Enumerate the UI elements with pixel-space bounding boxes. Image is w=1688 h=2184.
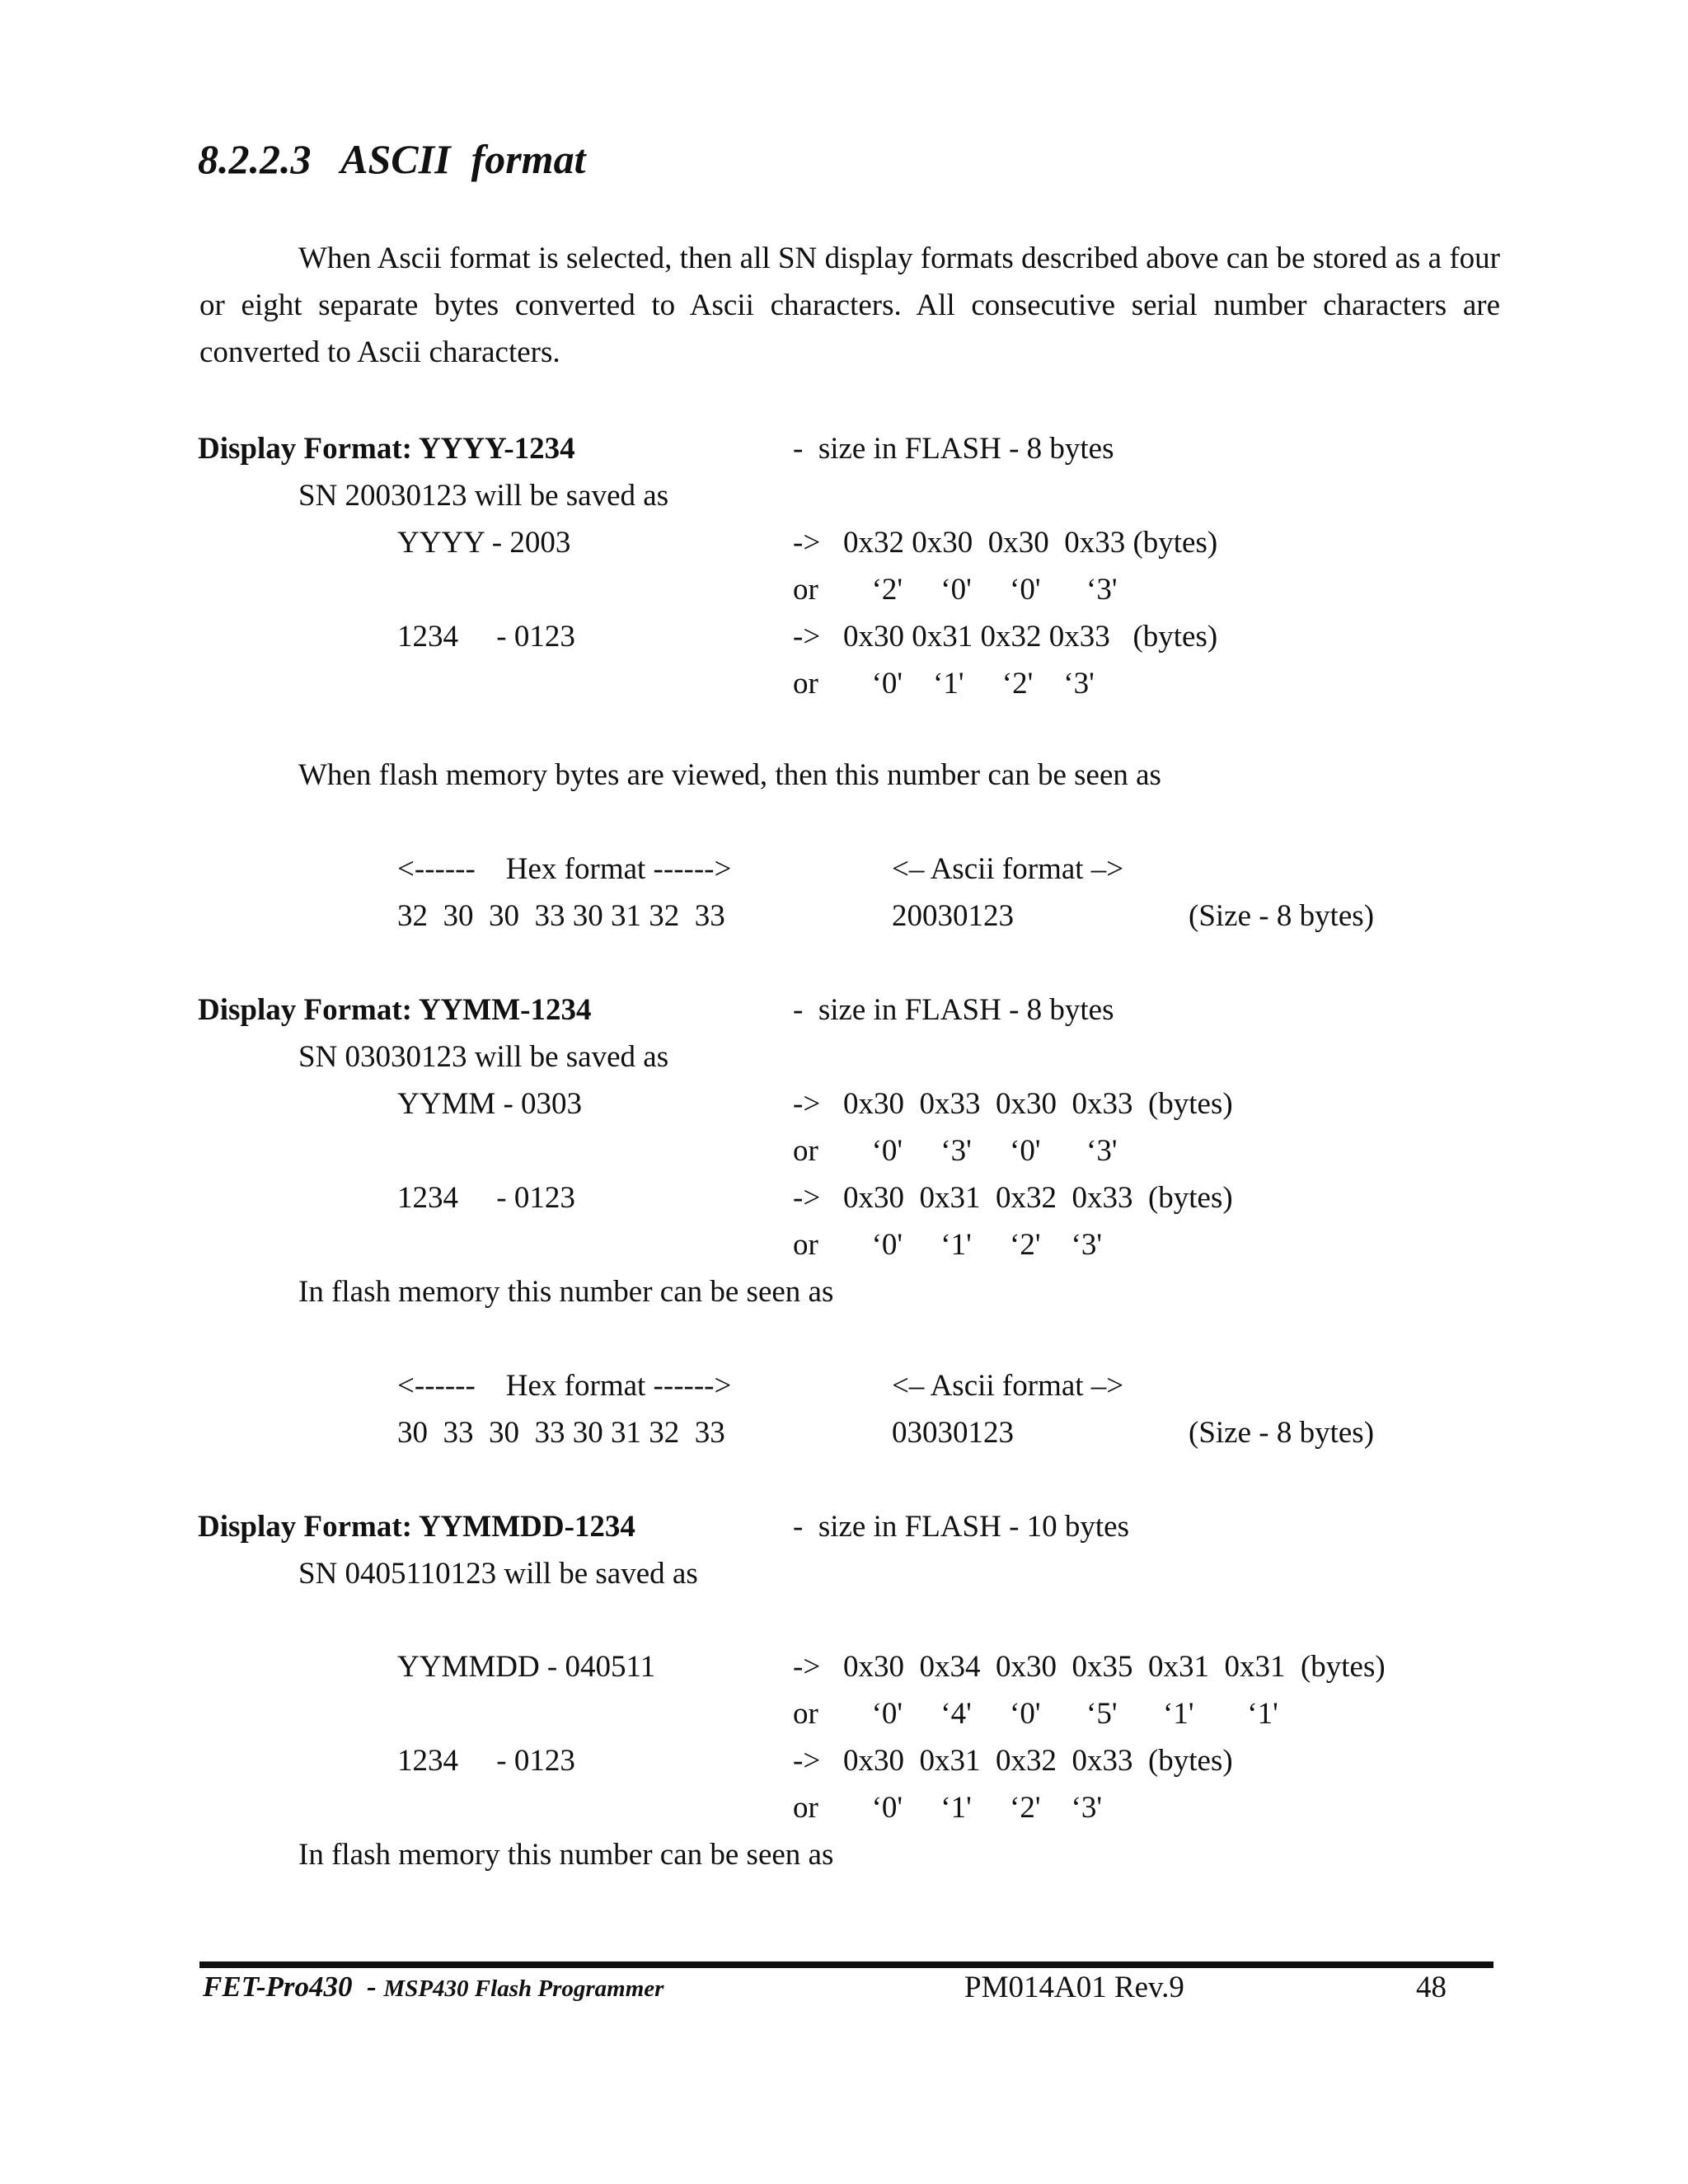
section3-saved: SN 0405110123 will be saved as	[298, 1557, 698, 1591]
section1-size-note: (Size - 8 bytes)	[1189, 899, 1375, 933]
section2-part1-bytes: -> 0x30 0x33 0x30 0x33 (bytes)	[793, 1087, 1233, 1121]
section1-viewed: When flash memory bytes are viewed, then this number can be seen as	[298, 758, 1161, 792]
section1-part1-label: YYYY - 2003	[397, 526, 571, 560]
section2-saved: SN 03030123 will be saved as	[298, 1040, 669, 1074]
section2-ascii-header: <– Ascii format –>	[892, 1369, 1124, 1403]
section3-part2-chars: or ‘0' ‘1' ‘2' ‘3'	[793, 1791, 1103, 1825]
section-heading: 8.2.2.3 ASCII format	[198, 136, 586, 182]
footer-subtitle: MSP430 Flash Programmer	[383, 1975, 664, 2002]
section1-part2-bytes: -> 0x30 0x31 0x32 0x33 (bytes)	[793, 620, 1218, 654]
section2-part1-label: YYMM - 0303	[397, 1087, 583, 1121]
section2-hex-header: <------ Hex format ------>	[397, 1369, 732, 1403]
section3-part1-chars: or ‘0' ‘4' ‘0' ‘5' ‘1' ‘1'	[793, 1697, 1278, 1731]
section2-part2-bytes: -> 0x30 0x31 0x32 0x33 (bytes)	[793, 1181, 1233, 1215]
section2-size: - size in FLASH - 8 bytes	[793, 993, 1114, 1027]
section1-size: - size in FLASH - 8 bytes	[793, 432, 1114, 466]
section3-part2-label: 1234 - 0123	[397, 1744, 575, 1778]
section2-part2-label: 1234 - 0123	[397, 1181, 575, 1215]
footer-product-name: FET-Pro430 -	[203, 1971, 384, 2003]
footer-rule	[199, 1961, 1493, 1968]
section3-part1-label: YYMMDD - 040511	[397, 1650, 656, 1684]
section3-viewed: In flash memory this number can be seen as	[298, 1838, 834, 1872]
section1-part2-label: 1234 - 0123	[397, 620, 575, 654]
section2-viewed: In flash memory this number can be seen as	[298, 1275, 834, 1309]
section2-size-note: (Size - 8 bytes)	[1189, 1416, 1375, 1450]
section2-part1-chars: or ‘0' ‘3' ‘0' ‘3'	[793, 1134, 1118, 1168]
section3-title: Display Format: YYMMDD-1234	[198, 1510, 635, 1544]
section1-ascii-header: <– Ascii format –>	[892, 852, 1124, 886]
section1-part2-chars: or ‘0' ‘1' ‘2' ‘3'	[793, 667, 1095, 701]
section2-hex-value: 30 33 30 33 30 31 32 33	[397, 1416, 725, 1450]
section1-hex-header: <------ Hex format ------>	[397, 852, 732, 886]
section1-part1-bytes: -> 0x32 0x30 0x30 0x33 (bytes)	[793, 526, 1218, 560]
footer-product	[203, 1972, 663, 2001]
section1-title: Display Format: YYYY-1234	[198, 432, 575, 466]
section1-hex-value: 32 30 30 33 30 31 32 33	[397, 899, 725, 933]
section2-part2-chars: or ‘0' ‘1' ‘2' ‘3'	[793, 1228, 1103, 1262]
section2-title: Display Format: YYMM-1234	[198, 993, 592, 1027]
section3-part1-bytes: -> 0x30 0x34 0x30 0x35 0x31 0x31 (bytes)	[793, 1650, 1386, 1684]
section3-size: - size in FLASH - 10 bytes	[793, 1510, 1129, 1544]
section2-ascii-value: 03030123	[892, 1416, 1014, 1450]
intro-paragraph: When Ascii format is selected, then all SN display formats described above can be stored as a four or eight separate bytes converted to Ascii characters. All consecutive serial number characters are converted to Ascii characters.	[199, 241, 1500, 369]
section1-ascii-value: 20030123	[892, 899, 1014, 933]
section1-part1-chars: or ‘2' ‘0' ‘0' ‘3'	[793, 573, 1118, 607]
footer-page-number: 48	[1416, 1971, 1447, 2004]
section3-part2-bytes: -> 0x30 0x31 0x32 0x33 (bytes)	[793, 1744, 1233, 1778]
footer-doc-number: PM014A01 Rev.9	[964, 1971, 1184, 2004]
section1-saved: SN 20030123 will be saved as	[298, 479, 669, 513]
